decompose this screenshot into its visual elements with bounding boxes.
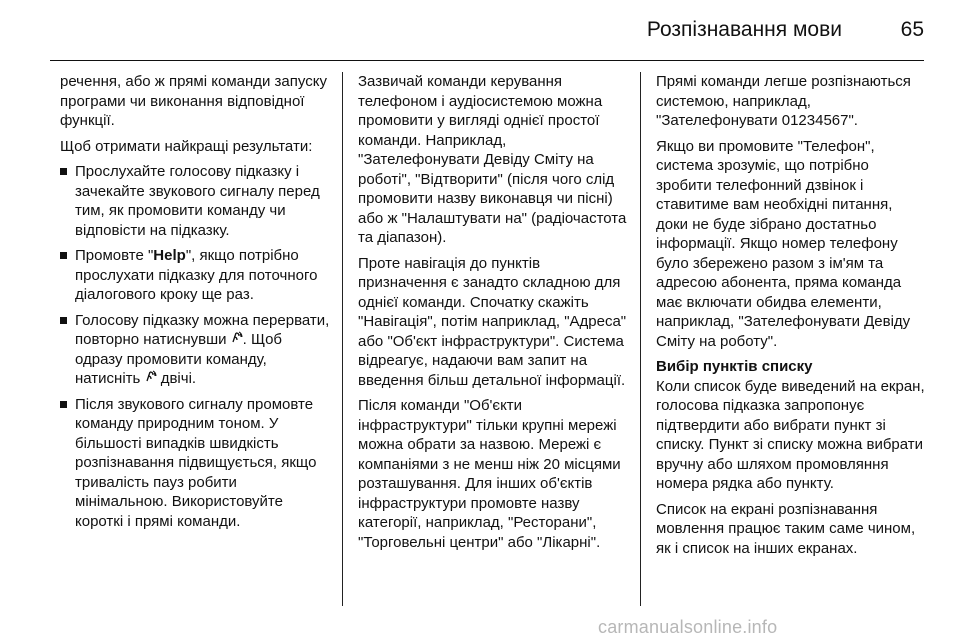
list-paragraph: Коли список буде виведений на екран, голосова підказка запропонує підтвердити або вибрати пункт зі списку. Пункт зі списку можна вибрати вручну або шляхом промовляння номера рядка або пункту. <box>656 377 925 492</box>
list-screen-paragraph: Список на екрані розпізнавання мовлення працює таким саме чином, як і список на інших екранах. <box>656 500 916 557</box>
intro-text: речення, або ж прямі команди запуску програми чи виконання відповідної функції. <box>60 73 327 129</box>
navigation-paragraph: Проте навігація до пунктів призначення є занадто складною для однієї команди. Спочатку скажіть "Навігація", потім наприклад, "Адреса" або "Об'єкт інфраструктури". Система відреагує, надаючи вам запит на введення більш детальної інформації. <box>358 254 627 389</box>
tip-bullet-4: Після звукового сигналу промовте команду природним тоном. У більшості випадків швидкість розпізнавання підвищується, якщо тривалість пауз робити мінімальною. Використовуйте короткі і прямі команди. <box>60 395 330 532</box>
column-right <box>656 72 928 564</box>
list-selection-heading: Вибір пунктів списку <box>656 358 813 375</box>
column-middle <box>358 72 630 558</box>
tip-3-part-c: двічі. <box>160 370 197 387</box>
tips-lead: Щоб отримати найкращі результати: <box>60 137 313 155</box>
tip-bullet-1: Прослухайте голосову підказку і зачекайте звукового сигналу перед тим, як промовити команду чи відповісти на підказку. <box>60 162 330 240</box>
watermark: carmanualsonline.info <box>598 617 778 637</box>
steering-voice-icon <box>145 370 157 386</box>
section-title: Розпізнавання мови <box>646 18 842 41</box>
column-divider-1 <box>342 72 343 606</box>
column-divider-2 <box>640 72 641 606</box>
page-number: 65 <box>900 18 924 41</box>
tip-3-part-b: . Щоб одразу промовити команду, натисніть <box>75 331 283 387</box>
tip-bullet-2 <box>60 246 330 305</box>
tip-2-post: ", якщо потрібно прослухати підказку для поточного діалогового кроку ще раз. <box>75 247 318 303</box>
header-divider <box>50 60 924 61</box>
column-left <box>60 72 330 537</box>
page-header <box>0 0 960 64</box>
phone-paragraph: Якщо ви промовите "Телефон", система зрозуміє, що потрібно зробити телефонний дзвінок і ставитиме вам необхідні питання, доки не буде зібрано достатньо інформації. Якщо номер телефону було збережено разом з ім'ям та адресою абонента, пряма команда має включати обидва елементи, наприклад, "Зателефонувати Девіду Сміту на роботу". <box>656 137 911 350</box>
tip-2-pre: Промовте " <box>75 247 154 264</box>
commands-paragraph: Зазвичай команди керування телефоном і аудіосистемою можна промовити у вигляді однієї простої команди. Наприклад, "Зателефонувати Девіду Сміту на роботі", "Відтворити" (після чого слід промовити назву виконавця чи пісні) або ж "Налаштувати на" (радіочастота та діапазон). <box>358 73 627 246</box>
tip-bullet-3 <box>60 311 330 389</box>
tip-3-part-a: Голосову підказку можна перервати, повторно натиснувши <box>75 311 330 348</box>
steering-voice-icon <box>231 331 243 347</box>
help-keyword: Help <box>153 247 186 264</box>
direct-commands-paragraph: Прямі команди легше розпізнаються системою, наприклад, "Зателефонувати 01234567". <box>656 73 911 129</box>
poi-paragraph: Після команди "Об'єкти інфраструктури" тільки крупні мережі можна обрати за назвою. Мережі є компаніями з не менш ніж 20 місцями розташування. Для інших об'єктів інфраструктури промовте назву категорії, наприклад, "Ресторани", "Торговельні центри" або "Лікарні". <box>358 397 621 551</box>
